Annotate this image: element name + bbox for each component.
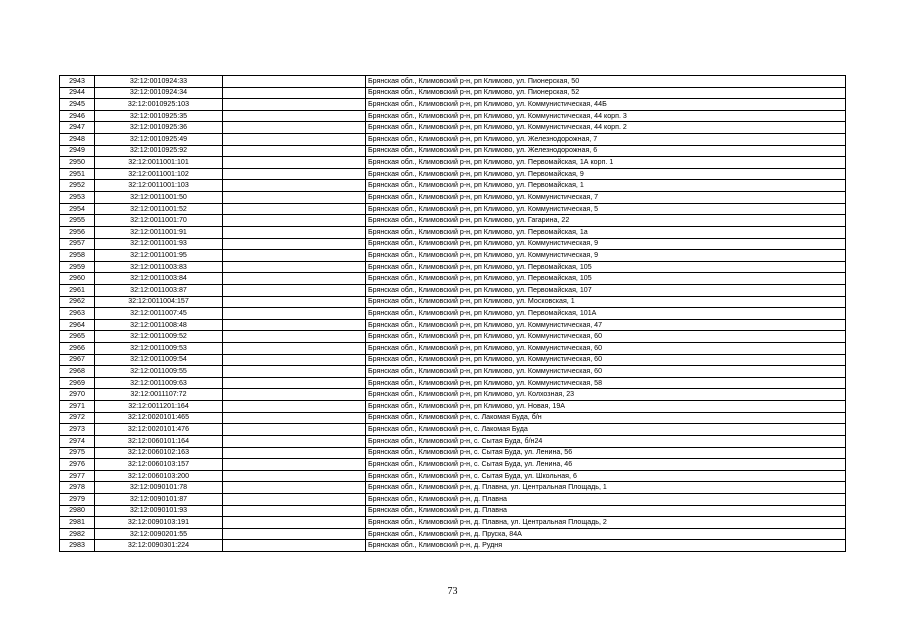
address-cell: Брянская обл., Климовский р-н, рп Климово, ул. Гагарина, 22 <box>366 215 846 227</box>
table-row <box>60 412 846 424</box>
empty-cell <box>223 238 366 250</box>
table-row <box>60 528 846 540</box>
cadastral-number-cell: 32:12:0060101:164 <box>95 435 223 447</box>
row-number-cell: 2972 <box>60 412 95 424</box>
cadastral-number-cell: 32:12:0011003:84 <box>95 273 223 285</box>
cadastral-number-cell: 32:12:0010924:34 <box>95 87 223 99</box>
address-cell: Брянская обл., Климовский р-н, рп Климово, ул. Коммунистическая, 9 <box>366 238 846 250</box>
table-row <box>60 424 846 436</box>
cadastral-number-cell: 32:12:0011009:55 <box>95 366 223 378</box>
empty-cell <box>223 354 366 366</box>
address-cell: Брянская обл., Климовский р-н, рп Климово, ул. Первомайская, 1А корп. 1 <box>366 157 846 169</box>
table-row <box>60 493 846 505</box>
row-number-cell: 2960 <box>60 273 95 285</box>
cadastral-number-cell: 32:12:0011001:93 <box>95 238 223 250</box>
cadastral-number-cell: 32:12:0020101:465 <box>95 412 223 424</box>
cadastral-number-cell: 32:12:0011009:54 <box>95 354 223 366</box>
cadastral-number-cell: 32:12:0090101:87 <box>95 493 223 505</box>
table-row <box>60 366 846 378</box>
address-cell: Брянская обл., Климовский р-н, рп Климово, ул. Первомайская, 107 <box>366 284 846 296</box>
address-cell: Брянская обл., Климовский р-н, с. Лакомая Буда, б/н <box>366 412 846 424</box>
row-number-cell: 2975 <box>60 447 95 459</box>
table-row <box>60 319 846 331</box>
cadastral-number-cell: 32:12:0060103:200 <box>95 470 223 482</box>
address-cell: Брянская обл., Климовский р-н, д. Плавна <box>366 505 846 517</box>
cadastral-number-cell: 32:12:0011001:101 <box>95 157 223 169</box>
table-row <box>60 157 846 169</box>
empty-cell <box>223 401 366 413</box>
cadastral-number-cell: 32:12:0090101:93 <box>95 505 223 517</box>
empty-cell <box>223 412 366 424</box>
table-row <box>60 87 846 99</box>
empty-cell <box>223 296 366 308</box>
address-cell: Брянская обл., Климовский р-н, рп Климово, ул. Коммунистическая, 7 <box>366 192 846 204</box>
table-row <box>60 459 846 471</box>
table-row <box>60 261 846 273</box>
empty-cell <box>223 447 366 459</box>
row-number-cell: 2944 <box>60 87 95 99</box>
row-number-cell: 2982 <box>60 528 95 540</box>
table-row <box>60 273 846 285</box>
cadastral-number-cell: 32:12:0090201:55 <box>95 528 223 540</box>
table-row <box>60 134 846 146</box>
row-number-cell: 2947 <box>60 122 95 134</box>
address-cell: Брянская обл., Климовский р-н, рп Климово, ул. Коммунистическая, 44 корп. 3 <box>366 110 846 122</box>
cadastral-number-cell: 32:12:0011004:157 <box>95 296 223 308</box>
table-row <box>60 110 846 122</box>
table-row <box>60 192 846 204</box>
address-cell: Брянская обл., Климовский р-н, с. Лакомая Буда <box>366 424 846 436</box>
empty-cell <box>223 424 366 436</box>
row-number-cell: 2966 <box>60 343 95 355</box>
table-row <box>60 470 846 482</box>
address-cell: Брянская обл., Климовский р-н, с. Сытая Буда, ул. Ленина, 46 <box>366 459 846 471</box>
row-number-cell: 2965 <box>60 331 95 343</box>
row-number-cell: 2977 <box>60 470 95 482</box>
address-cell: Брянская обл., Климовский р-н, рп Климово, ул. Коммунистическая, 60 <box>366 354 846 366</box>
cadastral-number-cell: 32:12:0060103:157 <box>95 459 223 471</box>
row-number-cell: 2951 <box>60 168 95 180</box>
cadastral-number-cell: 32:12:0011107:72 <box>95 389 223 401</box>
table-row <box>60 296 846 308</box>
row-number-cell: 2946 <box>60 110 95 122</box>
address-cell: Брянская обл., Климовский р-н, рп Климово, ул. Коммунистическая, 58 <box>366 377 846 389</box>
row-number-cell: 2973 <box>60 424 95 436</box>
address-cell: Брянская обл., Климовский р-н, д. Плавна <box>366 493 846 505</box>
cadastral-number-cell: 32:12:0060102:163 <box>95 447 223 459</box>
row-number-cell: 2956 <box>60 226 95 238</box>
cadastral-number-cell: 32:12:0011003:83 <box>95 261 223 273</box>
empty-cell <box>223 215 366 227</box>
empty-cell <box>223 168 366 180</box>
table-row <box>60 215 846 227</box>
empty-cell <box>223 331 366 343</box>
table-row <box>60 168 846 180</box>
row-number-cell: 2961 <box>60 284 95 296</box>
cadastral-number-cell: 32:12:0010925:49 <box>95 134 223 146</box>
cadastral-number-cell: 32:12:0011009:63 <box>95 377 223 389</box>
address-cell: Брянская обл., Климовский р-н, с. Сытая Буда, б/н24 <box>366 435 846 447</box>
table-row <box>60 343 846 355</box>
empty-cell <box>223 122 366 134</box>
empty-cell <box>223 459 366 471</box>
cadastral-number-cell: 32:12:0090101:78 <box>95 482 223 494</box>
cadastral-number-cell: 32:12:0011001:91 <box>95 226 223 238</box>
empty-cell <box>223 145 366 157</box>
property-register-table <box>59 75 846 552</box>
table-row <box>60 180 846 192</box>
address-cell: Брянская обл., Климовский р-н, с. Сытая Буда, ул. Школьная, 6 <box>366 470 846 482</box>
table-row <box>60 447 846 459</box>
address-cell: Брянская обл., Климовский р-н, рп Климово, ул. Первомайская, 9 <box>366 168 846 180</box>
empty-cell <box>223 250 366 262</box>
address-cell: Брянская обл., Климовский р-н, д. Плавна, ул. Центральная Площадь, 1 <box>366 482 846 494</box>
row-number-cell: 2955 <box>60 215 95 227</box>
row-number-cell: 2945 <box>60 99 95 111</box>
empty-cell <box>223 435 366 447</box>
address-cell: Брянская обл., Климовский р-н, рп Климово, ул. Колхозная, 23 <box>366 389 846 401</box>
address-cell: Брянская обл., Климовский р-н, рп Климово, ул. Коммунистическая, 44 корп. 2 <box>366 122 846 134</box>
address-cell: Брянская обл., Климовский р-н, рп Климово, ул. Железнодорожная, 7 <box>366 134 846 146</box>
row-number-cell: 2976 <box>60 459 95 471</box>
empty-cell <box>223 284 366 296</box>
row-number-cell: 2980 <box>60 505 95 517</box>
empty-cell <box>223 308 366 320</box>
cadastral-number-cell: 32:12:0010925:103 <box>95 99 223 111</box>
cadastral-number-cell: 32:12:0011001:70 <box>95 215 223 227</box>
empty-cell <box>223 157 366 169</box>
row-number-cell: 2948 <box>60 134 95 146</box>
address-cell: Брянская обл., Климовский р-н, рп Климово, ул. Коммунистическая, 47 <box>366 319 846 331</box>
address-cell: Брянская обл., Климовский р-н, д. Рудня <box>366 540 846 552</box>
table-row <box>60 99 846 111</box>
row-number-cell: 2963 <box>60 308 95 320</box>
empty-cell <box>223 319 366 331</box>
table-row <box>60 308 846 320</box>
empty-cell <box>223 203 366 215</box>
table-row <box>60 331 846 343</box>
cadastral-number-cell: 32:12:0010924:33 <box>95 76 223 88</box>
address-cell: Брянская обл., Климовский р-н, рп Климово, ул. Московская, 1 <box>366 296 846 308</box>
row-number-cell: 2943 <box>60 76 95 88</box>
cadastral-number-cell: 32:12:0090103:191 <box>95 517 223 529</box>
empty-cell <box>223 134 366 146</box>
cadastral-number-cell: 32:12:0090301:224 <box>95 540 223 552</box>
row-number-cell: 2957 <box>60 238 95 250</box>
empty-cell <box>223 366 366 378</box>
table-row <box>60 250 846 262</box>
cadastral-number-cell: 32:12:0011001:52 <box>95 203 223 215</box>
register-table-body <box>60 76 846 552</box>
address-cell: Брянская обл., Климовский р-н, рп Климово, ул. Пионерская, 52 <box>366 87 846 99</box>
empty-cell <box>223 261 366 273</box>
empty-cell <box>223 377 366 389</box>
row-number-cell: 2962 <box>60 296 95 308</box>
address-cell: Брянская обл., Климовский р-н, рп Климово, ул. Первомайская, 105 <box>366 261 846 273</box>
address-cell: Брянская обл., Климовский р-н, рп Климово, ул. Коммунистическая, 44Б <box>366 99 846 111</box>
address-cell: Брянская обл., Климовский р-н, рп Климово, ул. Железнодорожная, 6 <box>366 145 846 157</box>
cadastral-number-cell: 32:12:0011001:102 <box>95 168 223 180</box>
row-number-cell: 2949 <box>60 145 95 157</box>
address-cell: Брянская обл., Климовский р-н, с. Сытая Буда, ул. Ленина, 56 <box>366 447 846 459</box>
cadastral-number-cell: 32:12:0020101:476 <box>95 424 223 436</box>
empty-cell <box>223 528 366 540</box>
table-row <box>60 389 846 401</box>
row-number-cell: 2974 <box>60 435 95 447</box>
empty-cell <box>223 87 366 99</box>
row-number-cell: 2978 <box>60 482 95 494</box>
table-row <box>60 377 846 389</box>
table-row <box>60 145 846 157</box>
table-row <box>60 122 846 134</box>
row-number-cell: 2964 <box>60 319 95 331</box>
row-number-cell: 2959 <box>60 261 95 273</box>
row-number-cell: 2954 <box>60 203 95 215</box>
table-row <box>60 226 846 238</box>
empty-cell <box>223 517 366 529</box>
empty-cell <box>223 76 366 88</box>
address-cell: Брянская обл., Климовский р-н, рп Климово, ул. Коммунистическая, 9 <box>366 250 846 262</box>
empty-cell <box>223 192 366 204</box>
cadastral-number-cell: 32:12:0011003:87 <box>95 284 223 296</box>
empty-cell <box>223 273 366 285</box>
table-row <box>60 482 846 494</box>
empty-cell <box>223 110 366 122</box>
table-row <box>60 203 846 215</box>
cadastral-number-cell: 32:12:0011007:45 <box>95 308 223 320</box>
table-row <box>60 540 846 552</box>
row-number-cell: 2953 <box>60 192 95 204</box>
address-cell: Брянская обл., Климовский р-н, рп Климово, ул. Коммунистическая, 60 <box>366 343 846 355</box>
row-number-cell: 2968 <box>60 366 95 378</box>
empty-cell <box>223 470 366 482</box>
cadastral-number-cell: 32:12:0011009:53 <box>95 343 223 355</box>
empty-cell <box>223 389 366 401</box>
cadastral-number-cell: 32:12:0010925:35 <box>95 110 223 122</box>
empty-cell <box>223 482 366 494</box>
row-number-cell: 2969 <box>60 377 95 389</box>
empty-cell <box>223 505 366 517</box>
cadastral-number-cell: 32:12:0010925:92 <box>95 145 223 157</box>
cadastral-number-cell: 32:12:0011009:52 <box>95 331 223 343</box>
table-row <box>60 284 846 296</box>
table-row <box>60 354 846 366</box>
address-cell: Брянская обл., Климовский р-н, рп Климово, ул. Первомайская, 105 <box>366 273 846 285</box>
address-cell: Брянская обл., Климовский р-н, д. Пруска, 84А <box>366 528 846 540</box>
empty-cell <box>223 493 366 505</box>
table-row <box>60 401 846 413</box>
address-cell: Брянская обл., Климовский р-н, д. Плавна, ул. Центральная Площадь, 2 <box>366 517 846 529</box>
address-cell: Брянская обл., Климовский р-н, рп Климово, ул. Первомайская, 1а <box>366 226 846 238</box>
row-number-cell: 2952 <box>60 180 95 192</box>
empty-cell <box>223 226 366 238</box>
row-number-cell: 2950 <box>60 157 95 169</box>
address-cell: Брянская обл., Климовский р-н, рп Климово, ул. Новая, 19А <box>366 401 846 413</box>
empty-cell <box>223 540 366 552</box>
cadastral-number-cell: 32:12:0011001:95 <box>95 250 223 262</box>
cadastral-number-cell: 32:12:0011201:164 <box>95 401 223 413</box>
cadastral-number-cell: 32:12:0010925:36 <box>95 122 223 134</box>
row-number-cell: 2970 <box>60 389 95 401</box>
address-cell: Брянская обл., Климовский р-н, рп Климово, ул. Коммунистическая, 60 <box>366 366 846 378</box>
row-number-cell: 2958 <box>60 250 95 262</box>
table-row <box>60 505 846 517</box>
row-number-cell: 2971 <box>60 401 95 413</box>
address-cell: Брянская обл., Климовский р-н, рп Климово, ул. Коммунистическая, 5 <box>366 203 846 215</box>
table-row <box>60 517 846 529</box>
empty-cell <box>223 180 366 192</box>
empty-cell <box>223 99 366 111</box>
address-cell: Брянская обл., Климовский р-н, рп Климово, ул. Первомайская, 101А <box>366 308 846 320</box>
row-number-cell: 2981 <box>60 517 95 529</box>
address-cell: Брянская обл., Климовский р-н, рп Климово, ул. Первомайская, 1 <box>366 180 846 192</box>
row-number-cell: 2979 <box>60 493 95 505</box>
page-number: 73 <box>447 586 458 597</box>
row-number-cell: 2967 <box>60 354 95 366</box>
row-number-cell: 2983 <box>60 540 95 552</box>
cadastral-number-cell: 32:12:0011008:48 <box>95 319 223 331</box>
table-row <box>60 76 846 88</box>
cadastral-number-cell: 32:12:0011001:103 <box>95 180 223 192</box>
address-cell: Брянская обл., Климовский р-н, рп Климово, ул. Пионерская, 50 <box>366 76 846 88</box>
table-row <box>60 238 846 250</box>
table-row <box>60 435 846 447</box>
empty-cell <box>223 343 366 355</box>
address-cell: Брянская обл., Климовский р-н, рп Климово, ул. Коммунистическая, 60 <box>366 331 846 343</box>
cadastral-number-cell: 32:12:0011001:50 <box>95 192 223 204</box>
